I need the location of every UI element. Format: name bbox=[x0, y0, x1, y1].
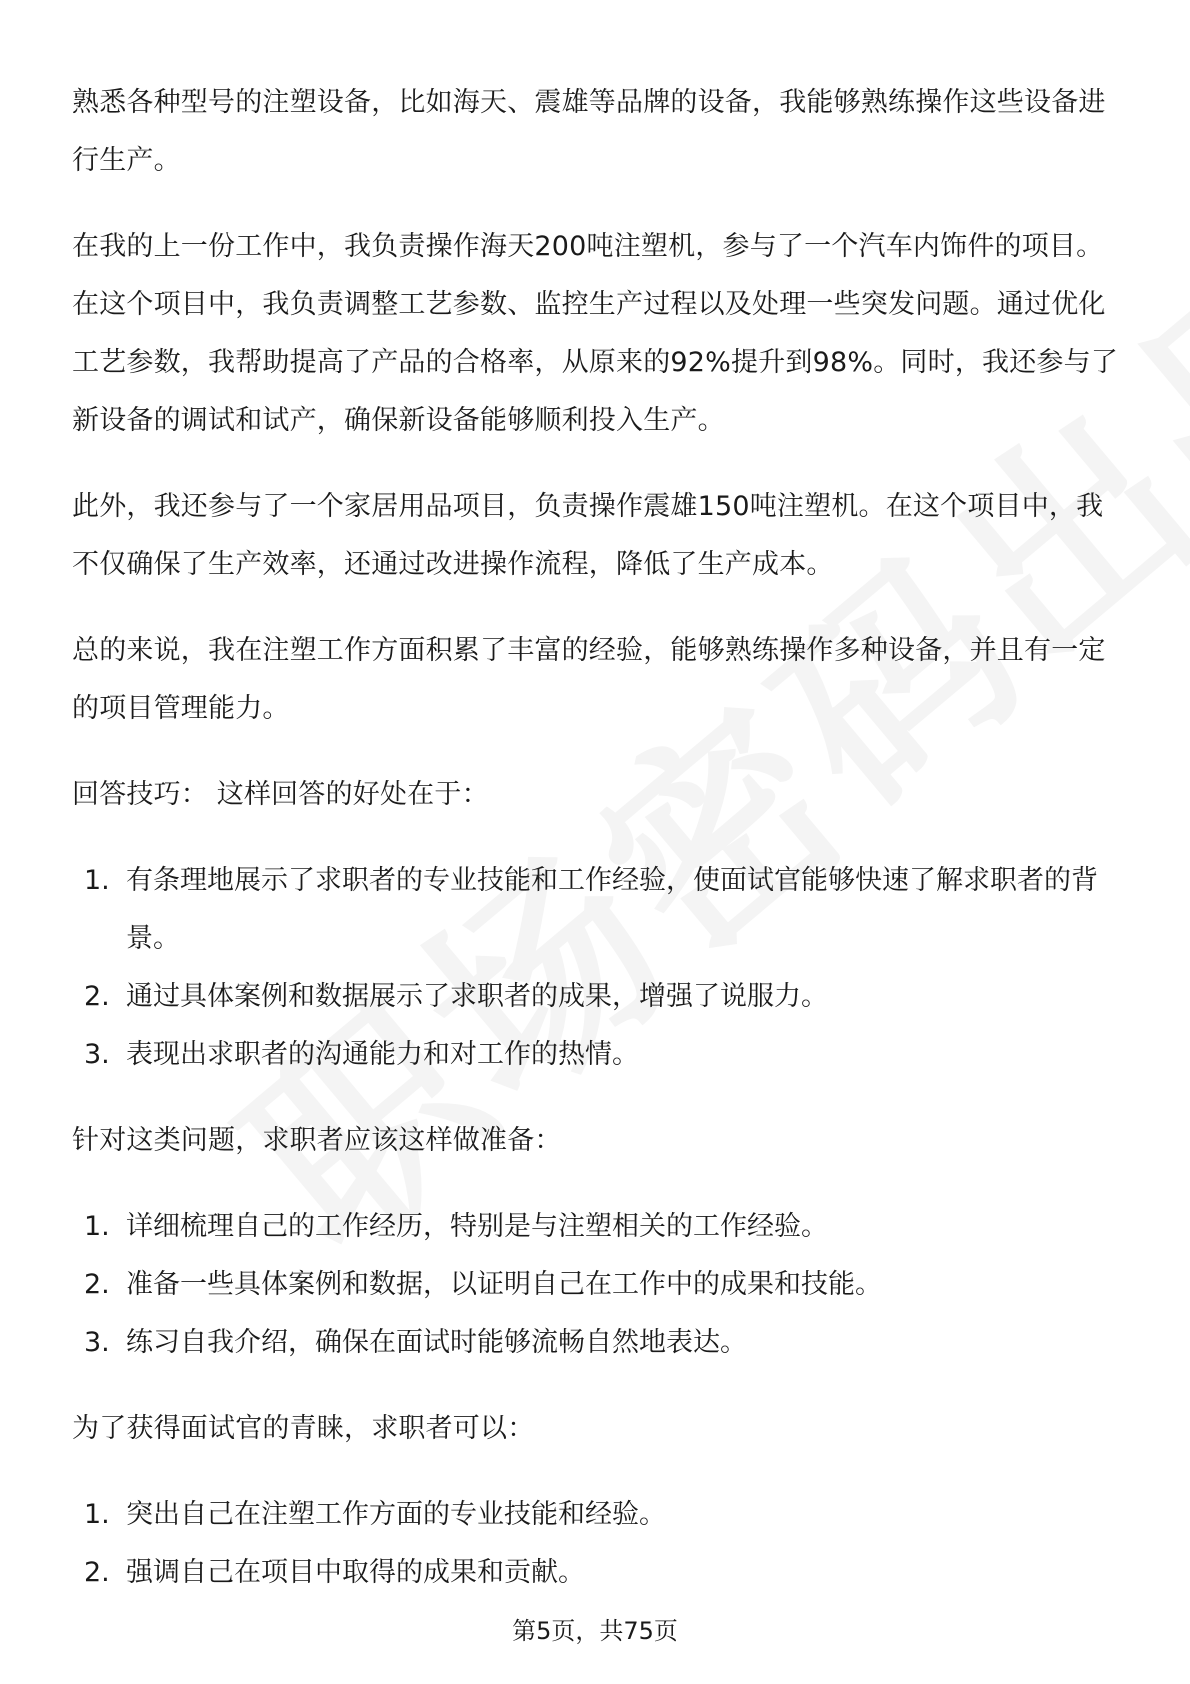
tips-heading: 回答技巧： 这样回答的好处在于： bbox=[72, 779, 489, 810]
list-item bbox=[72, 1198, 1122, 1256]
list-text: 强调自己在项目中取得的成果和贡献。 bbox=[126, 1557, 585, 1588]
list-item bbox=[72, 1026, 1122, 1084]
list-text: 有条理地展示了求职者的专业技能和工作经验，使面试官能够快速了解求职者的背景。 bbox=[126, 865, 1098, 954]
favor-list bbox=[72, 1486, 1122, 1602]
paragraph-home-project: 此外，我还参与了一个家居用品项目，负责操作震雄150吨注塑机。在这个项目中，我不仅确保了生产效率，还通过改进操作流程，降低了生产成本。 bbox=[72, 491, 1104, 580]
list-text: 详细梳理自己的工作经历，特别是与注塑相关的工作经验。 bbox=[126, 1211, 828, 1242]
prep-list bbox=[72, 1198, 1122, 1372]
list-number: 3. bbox=[84, 1039, 110, 1070]
list-text: 准备一些具体案例和数据，以证明自己在工作中的成果和技能。 bbox=[126, 1269, 882, 1300]
page-number-footer: 第5页，共75页 bbox=[512, 1617, 678, 1645]
list-number: 1. bbox=[84, 1211, 110, 1242]
list-number: 2. bbox=[84, 981, 110, 1012]
prep-heading: 针对这类问题，求职者应该这样做准备： bbox=[72, 1125, 562, 1156]
list-item bbox=[72, 1256, 1122, 1314]
paragraph-previous-job: 在我的上一份工作中，我负责操作海天200吨注塑机，参与了一个汽车内饰件的项目。在这个项目中，我负责调整工艺参数、监控生产过程以及处理一些突发问题。通过优化工艺参数，我帮助提高了产品的合格率，从原来的92%提升到98%。同时，我还参与了新设备的调试和试产，确保新设备能够顺利投入生产。 bbox=[72, 231, 1119, 436]
paragraph-equipment: 熟悉各种型号的注塑设备，比如海天、震雄等品牌的设备，我能够熟练操作这些设备进行生产。 bbox=[72, 87, 1106, 176]
list-text: 通过具体案例和数据展示了求职者的成果，增强了说服力。 bbox=[126, 981, 828, 1012]
list-item bbox=[72, 1544, 1122, 1602]
list-item bbox=[72, 968, 1122, 1026]
list-text: 练习自我介绍，确保在面试时能够流畅自然地表达。 bbox=[126, 1327, 747, 1358]
list-number: 2. bbox=[84, 1269, 110, 1300]
list-text: 表现出求职者的沟通能力和对工作的热情。 bbox=[126, 1039, 639, 1070]
list-item bbox=[72, 1486, 1122, 1544]
list-number: 1. bbox=[84, 1499, 110, 1530]
list-item bbox=[72, 1314, 1122, 1372]
list-item bbox=[72, 852, 1122, 968]
favor-heading: 为了获得面试官的青睐，求职者可以： bbox=[72, 1413, 535, 1444]
list-number: 1. bbox=[84, 865, 110, 896]
paragraph-summary: 总的来说，我在注塑工作方面积累了丰富的经验，能够熟练操作多种设备，并且有一定的项目管理能力。 bbox=[72, 635, 1106, 724]
list-number: 2. bbox=[84, 1557, 110, 1588]
list-number: 3. bbox=[84, 1327, 110, 1358]
page-content bbox=[72, 74, 1122, 1630]
tips-list bbox=[72, 852, 1122, 1084]
list-text: 突出自己在注塑工作方面的专业技能和经验。 bbox=[126, 1499, 666, 1530]
